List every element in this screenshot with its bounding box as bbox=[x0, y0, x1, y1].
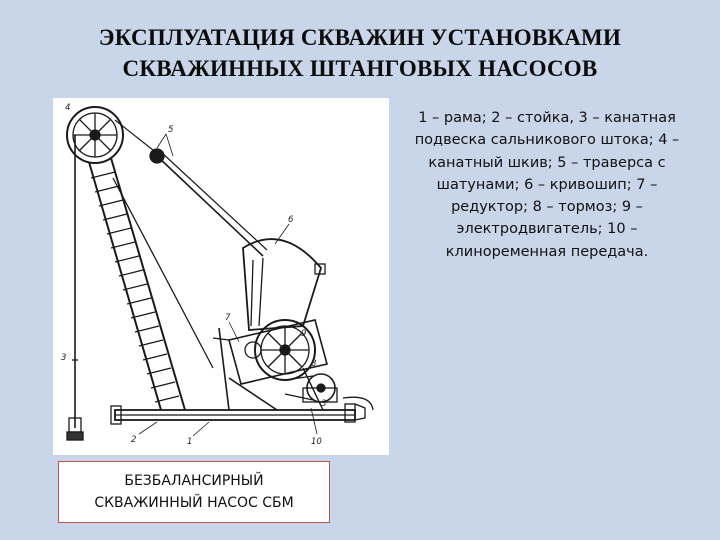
label-7: 7 bbox=[225, 313, 231, 323]
label-5: 5 bbox=[168, 125, 174, 135]
label-8: 8 bbox=[311, 359, 317, 369]
parts-legend: 1 – рама; 2 – стойка, 3 – канатная подвеска сальникового штока; 4 – канатный шкив; 5 – траверса с шатунами; 6 – кривошип; 7 – редуктор; 8 – тормоз; 9 – электродвигатель; 10 – клиноременная передача. bbox=[414, 110, 680, 260]
cable-sheave bbox=[67, 107, 123, 163]
title-line-2: СКВАЖИННЫХ ШТАНГОВЫХ НАСОСОВ bbox=[122, 56, 598, 81]
label-2: 2 bbox=[131, 435, 137, 445]
crank bbox=[243, 239, 325, 330]
label-9: 9 bbox=[301, 329, 307, 339]
slide-title bbox=[40, 22, 680, 84]
label-10: 10 bbox=[311, 437, 322, 447]
motor bbox=[285, 374, 373, 410]
figure-caption-line-2: СКВАЖИННЫЙ НАСОС СБМ bbox=[94, 495, 294, 511]
label-6: 6 bbox=[288, 215, 294, 225]
label-3: 3 bbox=[61, 353, 67, 363]
rod-hanger bbox=[67, 135, 83, 440]
lattice-mast bbox=[89, 158, 213, 410]
pump-unit-drawing bbox=[53, 98, 389, 455]
label-1: 1 bbox=[187, 437, 193, 447]
title-line-1: ЭКСПЛУАТАЦИЯ СКВАЖИН УСТАНОВКАМИ bbox=[98, 25, 622, 50]
gearbox bbox=[213, 320, 327, 384]
label-4: 4 bbox=[65, 103, 71, 113]
figure-caption-line-1: БЕЗБАЛАНСИРНЫЙ bbox=[124, 473, 264, 489]
label-3b: 3 bbox=[321, 399, 327, 409]
base-frame bbox=[111, 404, 365, 424]
figure-caption bbox=[58, 461, 330, 523]
